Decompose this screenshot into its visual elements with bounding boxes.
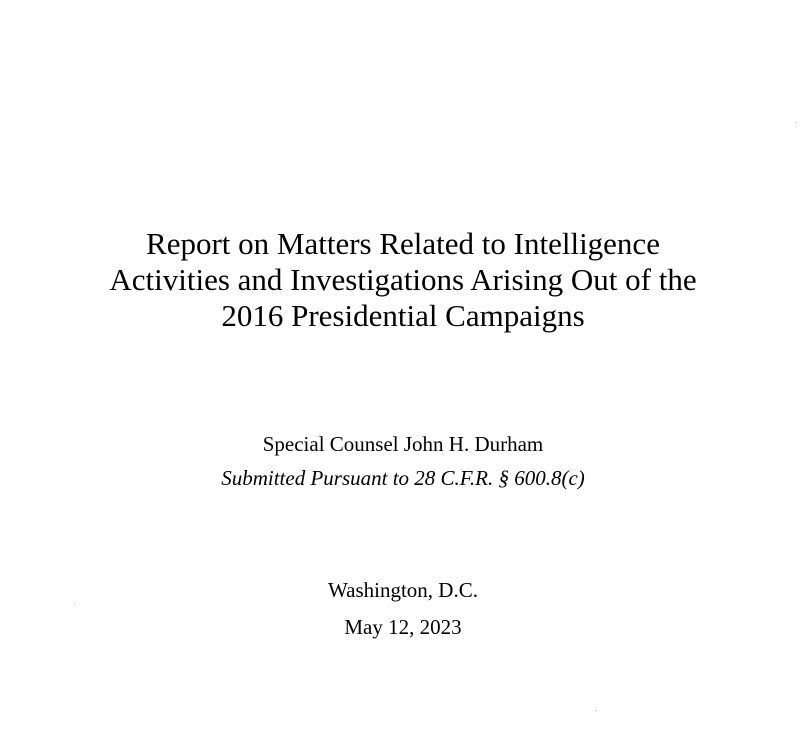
author-name: Special Counsel John H. Durham [262, 432, 544, 456]
scan-speck [74, 604, 75, 605]
submission-note: Submitted Pursuant to 28 C.F.R. § 600.8(c) [221, 466, 585, 490]
place-date-block [0, 572, 806, 646]
title-line-2: Activities and Investigations Arising Out of the [109, 262, 697, 297]
scan-speck [795, 122, 796, 123]
author-block [0, 427, 806, 495]
title-line-3: 2016 Presidential Campaigns [221, 298, 585, 333]
date: May 12, 2023 [344, 615, 462, 639]
title-line-1: Report on Matters Related to Intelligence [146, 226, 660, 261]
place: Washington, D.C. [328, 578, 478, 602]
report-title [0, 226, 806, 334]
scan-speck [595, 710, 596, 711]
